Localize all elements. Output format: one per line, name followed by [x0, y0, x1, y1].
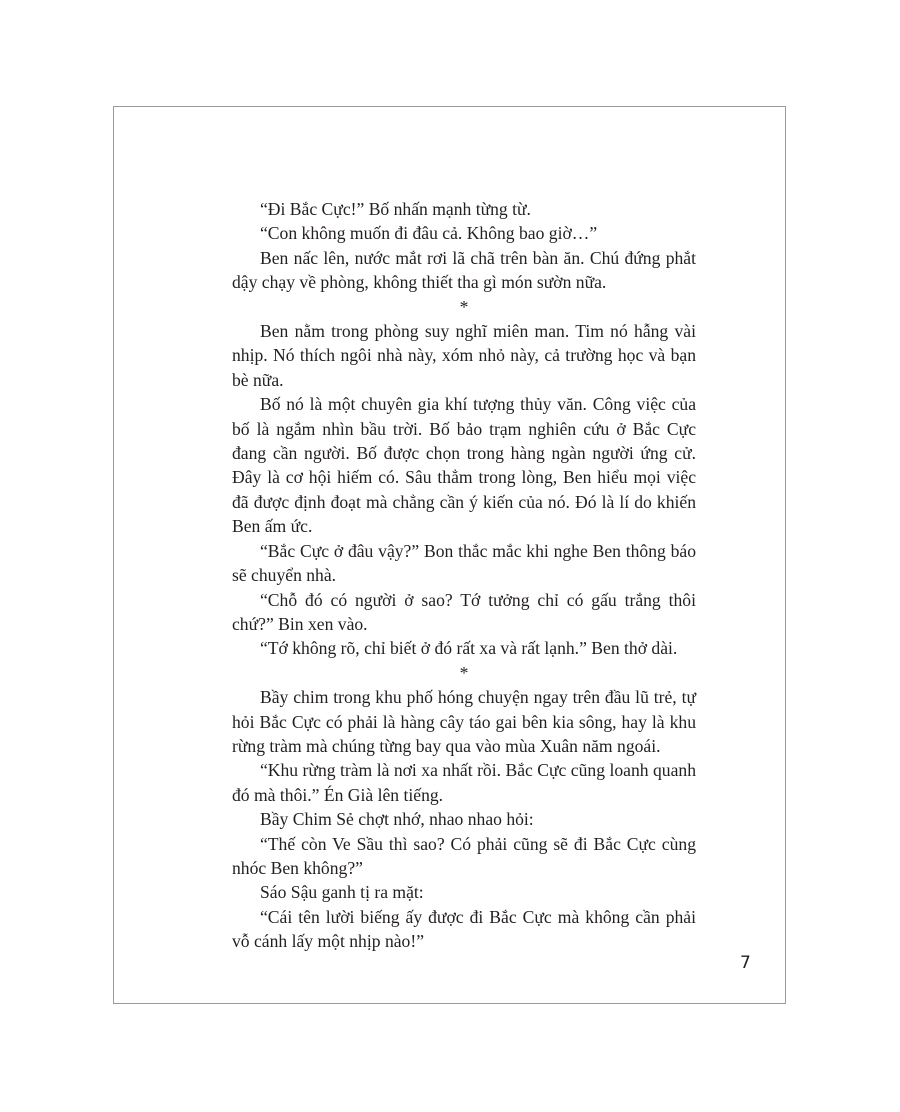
paragraph: Bố nó là một chuyên gia khí tượng thủy văn. Công việc của bố là ngắm nhìn bầu trời. Bố bảo trạm nghiên cứu ở Bắc Cực đang cần người. Bố được chọn trong hàng ngàn người ứng cử. Đây là cơ hội hiếm có. Sâu thẳm trong lòng, Ben hiểu mọi việc đã được định đoạt mà chẳng cần ý kiến của nó. Đó là lí do khiến Ben ấm ức.	[232, 394, 696, 537]
section-separator: *	[459, 662, 469, 683]
section-separator: *	[459, 296, 469, 317]
paragraph: Bầy chim trong khu phố hóng chuyện ngay trên đầu lũ trẻ, tự hỏi Bắc Cực có phải là hàng cây táo gai bên kia sông, hay là khu rừng tràm mà chúng từng bay qua vào mùa Xuân năm ngoái.	[232, 687, 696, 756]
paragraph: “Con không muốn đi đâu cả. Không bao giờ…”	[260, 223, 598, 244]
paragraph: “Khu rừng tràm là nơi xa nhất rồi. Bắc Cực cũng loanh quanh đó mà thôi.” Én Già lên tiếng.	[232, 760, 696, 805]
paragraph: “Thế còn Ve Sầu thì sao? Có phải cũng sẽ đi Bắc Cực cùng nhóc Ben không?”	[232, 833, 696, 878]
paragraph: Ben nấc lên, nước mắt rơi lã chã trên bàn ăn. Chú đứng phắt dậy chạy về phòng, không thiết tha gì món sườn nữa.	[232, 247, 696, 293]
paragraph: “Đi Bắc Cực!” Bố nhấn mạnh từng từ.	[260, 199, 531, 219]
paragraph: “Tớ không rõ, chỉ biết ở đó rất xa và rất lạnh.” Ben thở dài.	[260, 638, 678, 659]
paragraph: “Bắc Cực ở đâu vậy?” Bon thắc mắc khi nghe Ben thông báo sẽ chuyển nhà.	[232, 540, 696, 586]
paragraph: “Cái tên lười biếng ấy được đi Bắc Cực mà không cần phải vỗ cánh lấy một nhịp nào!”	[232, 906, 696, 952]
paragraph: “Chỗ đó có người ở sao? Tớ tưởng chỉ có gấu trắng thôi chứ?” Bin xen vào.	[232, 589, 696, 634]
paragraph: Ben nằm trong phòng suy nghĩ miên man. Tim nó hẫng vài nhịp. Nó thích ngôi nhà này, xóm nhỏ này, cả trường học và bạn bè nữa.	[232, 321, 696, 390]
paragraph: Sáo Sậu ganh tị ra mặt:	[260, 882, 424, 903]
paragraph: Bầy Chim Sẻ chợt nhớ, nhao nhao hỏi:	[260, 809, 534, 830]
book-page	[113, 106, 786, 1004]
body-text	[232, 197, 696, 954]
page-number: 7	[740, 953, 751, 973]
